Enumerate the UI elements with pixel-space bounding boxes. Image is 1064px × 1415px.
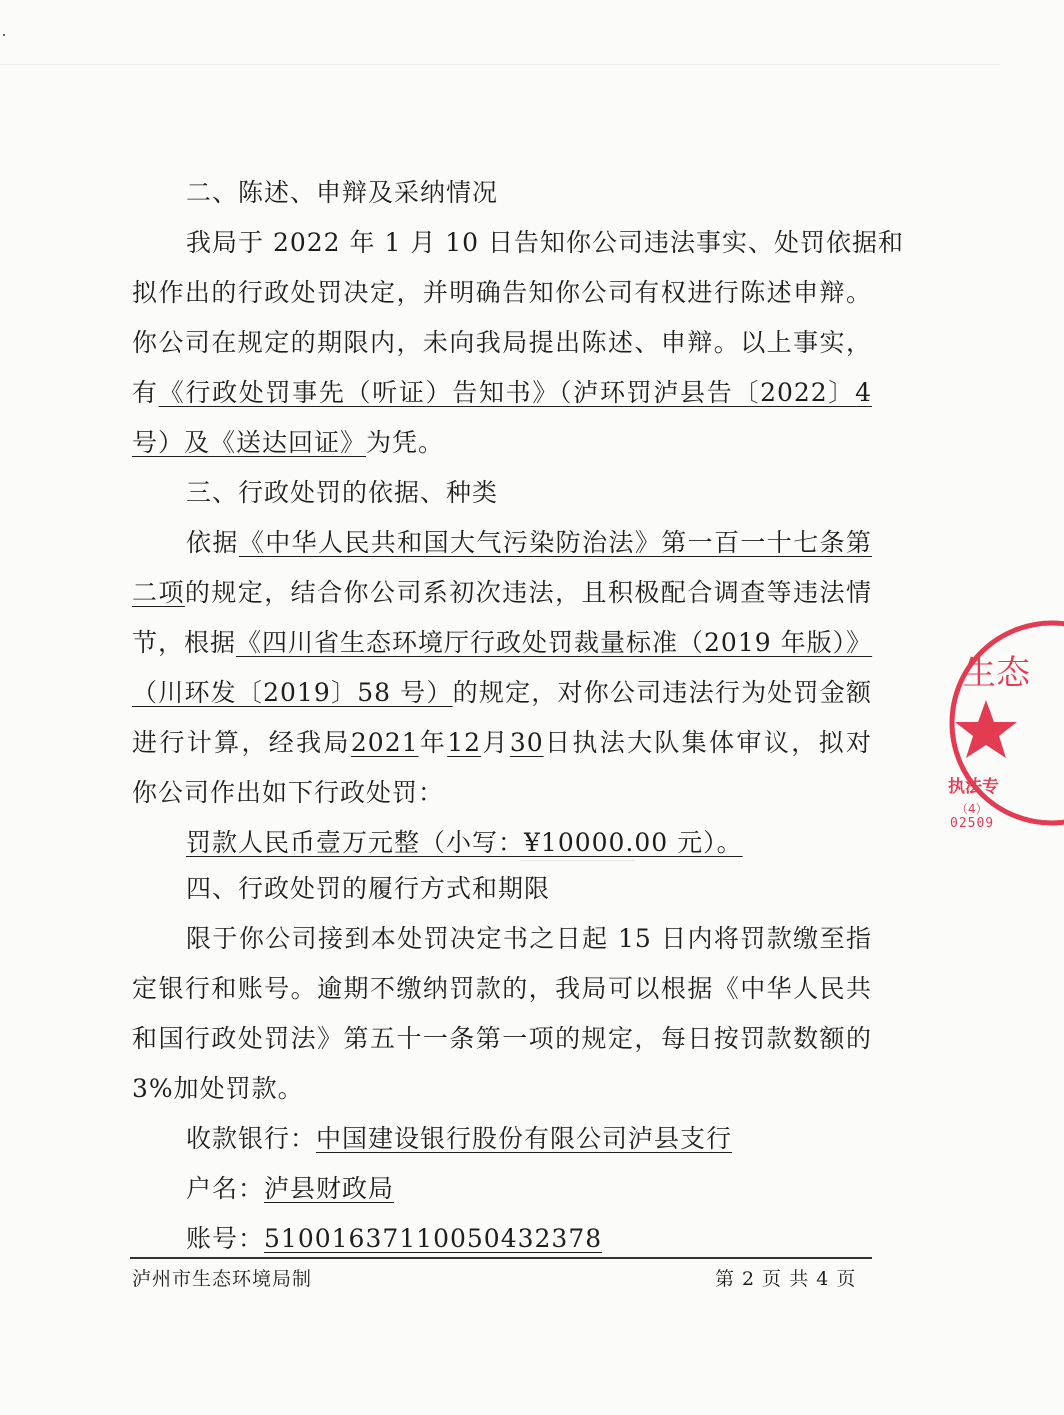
paragraph-line: 定银行和账号。逾期不缴纳罚款的，我局可以根据《中华人民共	[132, 974, 872, 1003]
seal-bottom-text: （4）	[956, 802, 988, 816]
text-run: 年	[418, 728, 448, 757]
text-run: 的规定，对你公司违法行为处罚金额	[452, 678, 872, 707]
underlined-date-year: 2021	[350, 728, 419, 757]
section-2-heading: 二、陈述、申辩及采纳情况	[186, 178, 499, 207]
paragraph-line: 限于你公司接到本处罚决定书之日起 15 日内将罚款缴至指	[186, 924, 872, 953]
paragraph-line: 你公司在规定的期限内，未向我局提出陈述、申辩。以上事实，	[132, 328, 872, 357]
bank-value: 中国建设银行股份有限公司泸县支行	[316, 1124, 733, 1153]
bank-line	[186, 1122, 872, 1156]
paragraph-line: 我局于 2022 年 1 月 10 日告知你公司违法事实、处罚依据和	[186, 228, 905, 257]
seal-middle-text: 执法专	[948, 777, 999, 797]
paragraph-line	[186, 526, 872, 560]
account-number-line	[186, 1222, 872, 1256]
underlined-date-month: 12	[447, 728, 482, 757]
footer-page-number: 第 2 页 共 4 页	[715, 1268, 857, 1290]
seal-star-icon	[955, 700, 1017, 758]
account-number-label: 账号：	[186, 1224, 265, 1253]
account-number-value: 51001637110050432378	[264, 1224, 603, 1253]
paragraph-line	[132, 726, 872, 760]
penalty-line	[186, 826, 872, 860]
paragraph-line	[132, 426, 872, 460]
underlined-penalty-amount: 罚款人民币壹万元整（小写：¥10000.00 元）。	[186, 828, 743, 857]
paragraph-line: 和国行政处罚法》第五十一条第一项的规定，每日按罚款数额的	[132, 1024, 872, 1053]
section-4-heading: 四、行政处罚的履行方式和期限	[186, 874, 551, 903]
footer-rule	[130, 1257, 872, 1259]
account-name-value: 泸县财政局	[264, 1174, 395, 1203]
footer-issuer: 泸州市生态环境局制	[132, 1268, 313, 1290]
seal-graphic	[944, 618, 1064, 818]
underlined-citation: 《四川省生态环境厅行政处罚裁量标准（2019 年版）》	[236, 628, 873, 657]
text-run: 日执法大队集体审议，拟对	[543, 728, 872, 757]
account-name-label: 户名：	[186, 1174, 265, 1203]
paragraph-line	[132, 576, 872, 610]
scan-top-edge	[0, 64, 1000, 65]
underlined-citation: 《中华人民共和国大气污染防治法》第一百一十七条第	[238, 528, 872, 557]
text-run: 节，根据	[132, 628, 237, 657]
scan-speck	[3, 34, 5, 36]
text-run: 依据	[186, 528, 239, 557]
underlined-citation: 号）及《送达回证》	[132, 428, 367, 457]
section-3-heading: 三、行政处罚的依据、种类	[186, 478, 499, 507]
paragraph-line: 拟作出的行政处罚决定，并明确告知你公司有权进行陈述申辩。	[132, 278, 872, 307]
text-run: 进行计算，经我局	[132, 728, 351, 757]
scan-faint-line	[520, 860, 635, 861]
paragraph-line: 3%加处罚款。	[132, 1074, 304, 1103]
official-seal	[944, 618, 1064, 831]
text-run: 月	[481, 728, 510, 757]
underlined-citation: 《行政处罚事先（听证）告知书》（泸环罚泸县告〔2022〕4	[158, 378, 872, 407]
bank-label: 收款银行：	[186, 1124, 317, 1153]
underlined-date-day: 30	[509, 728, 544, 757]
text-run: 有	[132, 378, 159, 407]
paragraph-line: 你公司作出如下行政处罚：	[132, 778, 445, 807]
paragraph-line	[132, 676, 872, 710]
underlined-citation: 二项	[132, 578, 185, 607]
text-run: 为凭。	[366, 428, 445, 457]
underlined-citation: （川环发〔2019〕58 号）	[132, 678, 453, 707]
paragraph-line	[132, 626, 872, 660]
paragraph-line	[132, 376, 872, 410]
account-name-line	[186, 1172, 872, 1206]
text-run: 的规定，结合你公司系初次违法，且积极配合调查等违法情	[184, 578, 872, 607]
seal-number: 02509	[950, 816, 995, 831]
seal-top-text: 生态	[962, 653, 1030, 693]
